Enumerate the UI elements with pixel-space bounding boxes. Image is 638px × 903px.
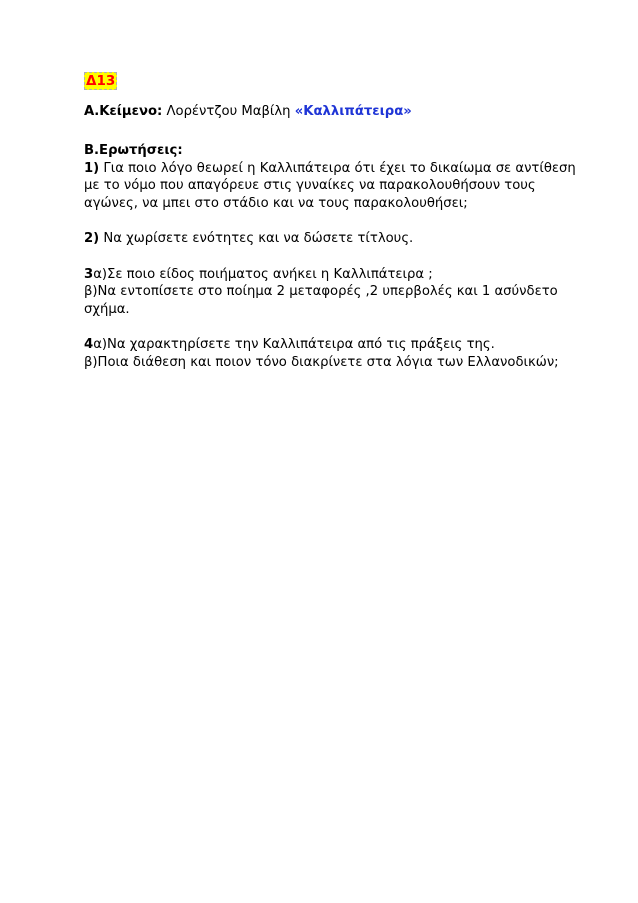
- poem-title-open-quote: «: [294, 103, 304, 119]
- question-3-text-a: α)Σε ποιο είδος ποιήματος ανήκει η Καλλιπάτειρα ;: [93, 266, 433, 282]
- question-1-number: 1): [84, 160, 100, 176]
- question-4-line-b: β)Ποια διάθεση και ποιον τόνο διακρίνετε στα λόγια των Ελλανοδικών;: [84, 354, 559, 370]
- document-code-row: [84, 72, 554, 91]
- question-3-number: 3: [84, 266, 94, 282]
- document-page: [84, 72, 576, 371]
- poem-title: Καλλιπάτειρα: [303, 103, 404, 119]
- text-label: Α.Κείμενο:: [84, 103, 163, 119]
- question-3-line-a: [84, 266, 554, 284]
- question-4-number: 4: [84, 337, 94, 352]
- question-2-number: 2): [84, 231, 100, 246]
- question-2-line: [84, 230, 554, 248]
- question-4-line-a: [84, 336, 554, 354]
- question-1-line-3: αγώνες, να μπει στο στάδιο και να τους παρακολουθήσει;: [84, 195, 468, 211]
- question-3-line-c: σχήμα.: [84, 301, 130, 317]
- question-1-line-1: [84, 160, 576, 178]
- question-1-line-2: με το νόμο που απαγόρευε στις γυναίκες να παρακολουθήσουν τους: [84, 178, 536, 193]
- question-3-line-b: β)Να εντοπίσετε στο ποίημα 2 μεταφορές ,2 υπερβολές και 1 ασύνδετο: [84, 284, 558, 299]
- author-name: Λορέντζου Μαβίλη: [162, 103, 295, 119]
- questions-heading: Β.Ερωτήσεις:: [84, 143, 183, 158]
- question-1-text-1: Για ποιο λόγο θεωρεί η Καλλιπάτειρα ότι έχει το δικαίωμα σε αντίθεση: [99, 160, 576, 176]
- text-reference-line: [84, 103, 554, 121]
- question-2-text: Να χωρίσετε ενότητες και να δώσετε τίτλους.: [99, 231, 414, 246]
- question-4-text-a: α)Να χαρακτηρίσετε την Καλλιπάτειρα από τις πράξεις της.: [93, 337, 495, 352]
- poem-title-close-quote: »: [403, 103, 412, 119]
- document-code-badge: Δ13: [86, 73, 116, 89]
